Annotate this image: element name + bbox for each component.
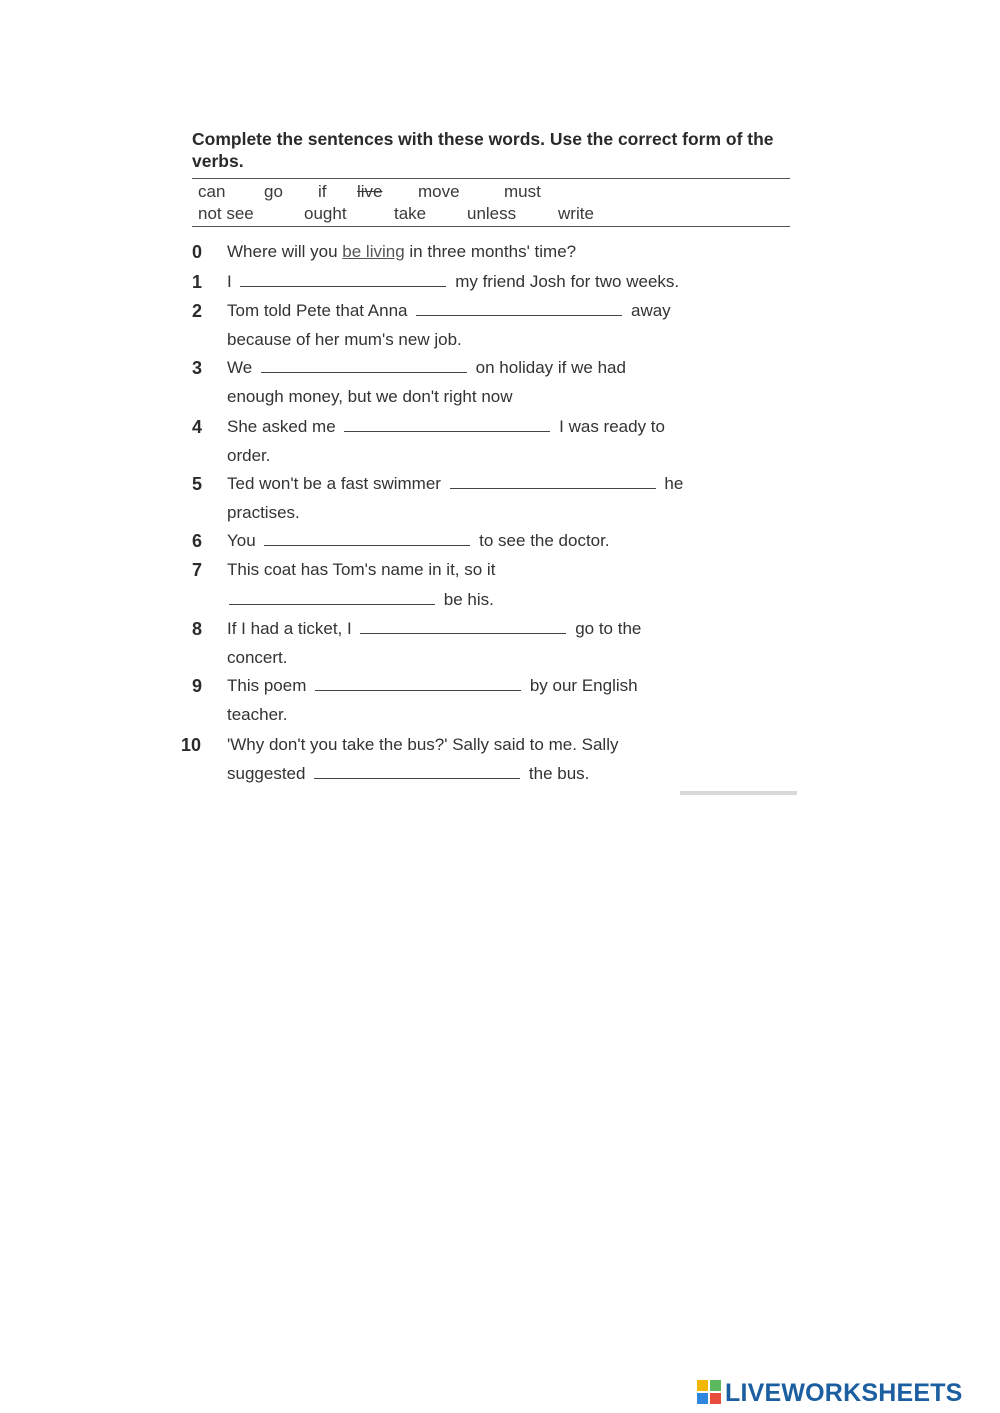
question-number: 4 <box>192 417 203 437</box>
question-text: on holiday if we had <box>475 358 626 377</box>
word-not-see: not see <box>198 204 254 223</box>
word-go: go <box>264 182 283 201</box>
question-text: Tom told Pete that Anna <box>227 301 408 320</box>
question-text: I <box>227 272 232 291</box>
question-number: 2 <box>192 301 203 321</box>
question-text: If I had a ticket, I <box>227 619 352 638</box>
answer-blank[interactable] <box>315 676 521 691</box>
brand-name: LIVEWORKSHEETS <box>725 1379 963 1407</box>
question-text: because of her mum's new job. <box>227 330 462 349</box>
question-number: 3 <box>192 358 203 378</box>
question-text: order. <box>227 446 271 465</box>
decorative-bar <box>680 791 797 795</box>
question-text: away <box>630 301 671 320</box>
question-text: practises. <box>227 503 300 522</box>
word-box-bottom-rule <box>192 226 790 227</box>
question-number: 6 <box>192 531 203 551</box>
question-number: 5 <box>192 474 203 494</box>
question-number: 8 <box>192 619 203 639</box>
word-take: take <box>394 204 427 223</box>
question-number: 9 <box>192 676 203 696</box>
word-move: move <box>418 182 460 201</box>
answer-blank[interactable] <box>264 531 470 546</box>
word-box-top-rule <box>192 178 790 179</box>
word-write: write <box>558 204 594 223</box>
question-text: be his. <box>443 590 494 609</box>
answer-blank[interactable] <box>229 590 435 605</box>
word-live-example: live <box>357 182 383 201</box>
question-text: by our English <box>529 676 638 695</box>
liveworksheets-logo-icon <box>697 1380 721 1404</box>
question-line <box>227 417 665 437</box>
question-text: This poem <box>227 676 307 695</box>
question-text: Where will you <box>227 242 338 261</box>
word-can: can <box>198 182 226 201</box>
question-number: 0 <box>192 242 203 262</box>
question-text: Ted won't be a fast swimmer <box>227 474 441 493</box>
answer-blank[interactable] <box>344 417 550 432</box>
question-text: enough money, but we don't right now <box>227 387 513 406</box>
question-line <box>227 764 589 784</box>
question-number: 7 <box>192 560 203 580</box>
question-line <box>227 358 626 378</box>
question-text: This coat has Tom's name in it, so it <box>227 560 496 579</box>
question-text: I was ready to <box>559 417 665 436</box>
question-text: he <box>664 474 684 493</box>
answer-blank[interactable] <box>450 474 656 489</box>
question-text: teacher. <box>227 705 288 724</box>
example-answer: be living <box>342 242 405 261</box>
question-text: go to the <box>575 619 642 638</box>
question-number: 10 <box>181 735 202 755</box>
question-text: suggested <box>227 764 306 783</box>
answer-blank[interactable] <box>261 358 467 373</box>
question-line <box>227 531 610 551</box>
question-number: 1 <box>192 272 203 292</box>
instruction-heading: Complete the sentences with these words. Use the correct form of the verbs. <box>192 129 774 171</box>
question-line <box>227 474 683 494</box>
word-ought: ought <box>304 204 347 223</box>
question-line <box>227 676 638 696</box>
word-if: if <box>318 182 327 201</box>
answer-blank[interactable] <box>360 619 566 634</box>
answer-blank[interactable] <box>240 272 446 287</box>
question-text: in three months' time? <box>409 242 577 261</box>
question-line <box>227 272 679 292</box>
answer-blank[interactable] <box>416 301 622 316</box>
question-text: concert. <box>227 648 288 667</box>
question-text: We <box>227 358 253 377</box>
word-must: must <box>504 182 541 201</box>
question-line <box>227 242 576 262</box>
question-line <box>227 590 494 610</box>
question-text: She asked me <box>227 417 336 436</box>
answer-blank[interactable] <box>314 764 520 779</box>
question-text: 'Why don't you take the bus?' Sally said to me. Sally <box>227 735 619 754</box>
question-text: my friend Josh for two weeks. <box>455 272 680 291</box>
word-unless: unless <box>467 204 517 223</box>
question-line <box>227 301 671 321</box>
question-text: the bus. <box>528 764 590 783</box>
question-text: to see the doctor. <box>479 531 610 550</box>
question-line <box>227 619 641 639</box>
question-text: You <box>227 531 256 550</box>
